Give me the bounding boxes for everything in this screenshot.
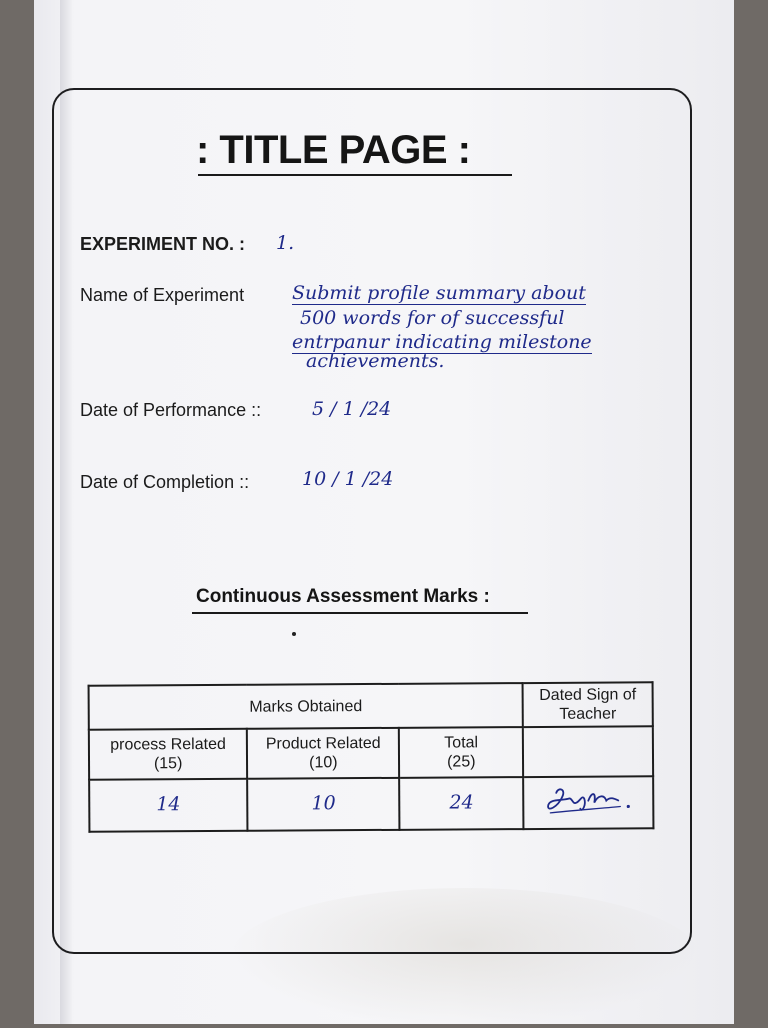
total-header <box>399 727 523 778</box>
product-marks: 10 <box>311 792 336 815</box>
experiment-name-label: Name of Experiment <box>80 285 245 305</box>
experiment-name-line-3: entrpanur indicating milestone <box>292 331 592 353</box>
date-of-completion-value: 10 / 1 /24 <box>302 468 394 490</box>
assessment-heading: Continuous Assessment Marks : <box>196 586 490 607</box>
product-header <box>247 728 399 779</box>
title-underline <box>198 174 512 176</box>
experiment-no-value: 1. <box>276 232 295 254</box>
process-header-name: process Related <box>110 735 226 754</box>
total-header-max: (25) <box>447 753 476 771</box>
process-marks-cell <box>89 779 248 832</box>
date-of-completion-label: Date of Completion :: <box>80 472 250 492</box>
experiment-name-line-1: Submit profile summary about <box>292 282 586 304</box>
experiment-no-label: EXPERIMENT NO. : <box>80 234 246 254</box>
product-marks-cell <box>247 778 399 831</box>
total-header-name: Total <box>444 734 479 752</box>
marks-table <box>88 681 655 832</box>
process-header <box>89 729 248 780</box>
date-of-performance-value: 5 / 1 /24 <box>312 398 392 420</box>
experiment-name-line-2: 500 words for of successful <box>300 307 565 329</box>
ink-dot <box>292 632 296 636</box>
teacher-signature <box>538 782 638 819</box>
teacher-signature-cell <box>523 776 653 829</box>
teacher-sign-header: Dated Sign of Teacher <box>523 682 653 727</box>
product-header-max: (10) <box>309 754 338 772</box>
sign-header-blank <box>523 726 653 777</box>
assessment-underline <box>192 612 528 614</box>
page-title: : TITLE PAGE : <box>196 128 471 172</box>
product-header-name: Product Related <box>265 734 381 753</box>
process-header-max: (15) <box>153 755 183 773</box>
process-marks: 14 <box>156 793 181 816</box>
experiment-name-line-4: achievements. <box>306 350 445 372</box>
marks-obtained-header: Marks Obtained <box>89 683 523 730</box>
total-marks-cell <box>400 777 524 830</box>
total-marks: 24 <box>449 791 474 814</box>
date-of-performance-label: Date of Performance :: <box>80 400 262 420</box>
